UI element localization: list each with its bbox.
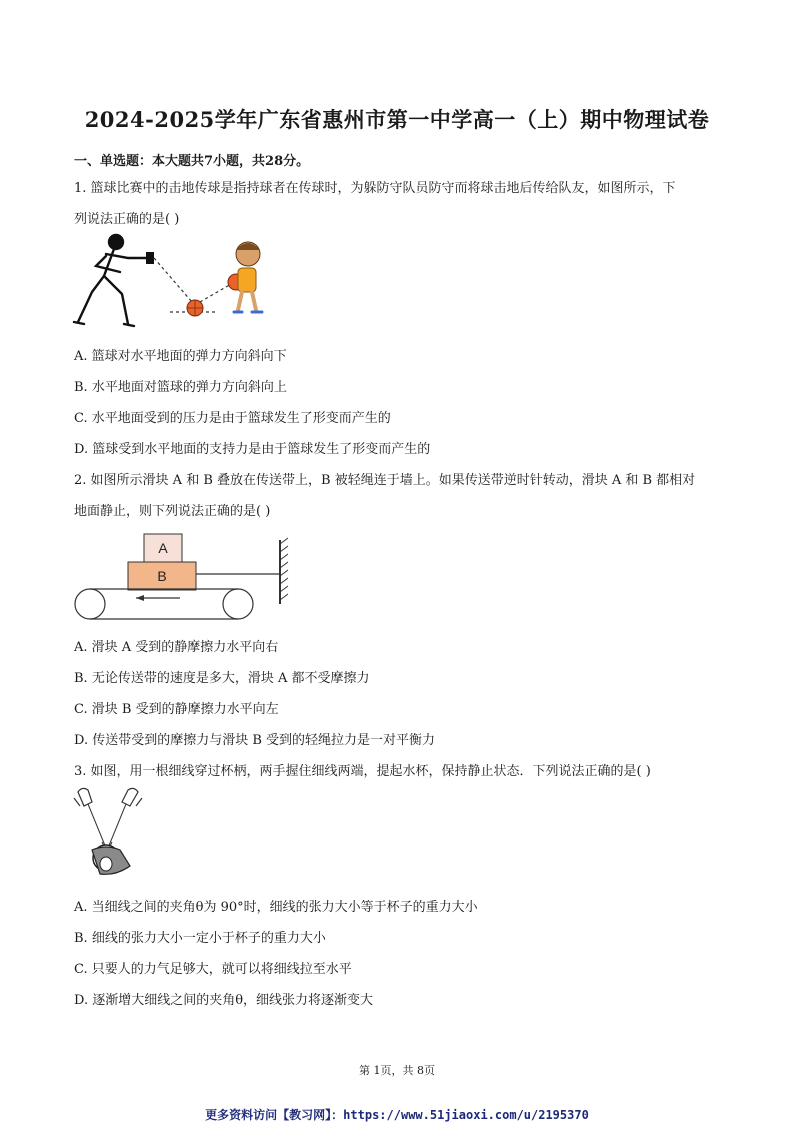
q3-option-d: D. 逐渐增大细线之间的夹角θ，细线张力将逐渐变大 xyxy=(74,993,374,1008)
pass-trajectory xyxy=(154,258,238,302)
wall-hatching xyxy=(280,538,288,600)
q2-option-b: B. 无论传送带的速度是多大，滑块 A 都不受摩擦力 xyxy=(74,671,370,686)
resource-link[interactable]: 更多资料访问【教习网】：https://www.51jiaoxi.com/u/2195370 xyxy=(205,1108,589,1122)
q2-stem-line-1: 2. 如图所示滑块 A 和 B 叠放在传送带上，B 被轻绳连于墙上。如果传送带逆时针转动，滑块 A 和 B 都相对 xyxy=(74,473,696,488)
q2-conveyor-figure xyxy=(70,530,295,625)
q2-option-c: C. 滑块 B 受到的静摩擦力水平向左 xyxy=(74,702,279,717)
q3-cup-figure xyxy=(72,784,144,880)
thread-lines xyxy=(88,804,126,848)
q2-stem-line-2: 地面静止，则下列说法正确的是( ) xyxy=(74,504,271,519)
q1-option-c: C. 水平地面受到的压力是由于篮球发生了形变而产生的 xyxy=(74,411,391,426)
arrow-left-icon xyxy=(136,595,144,601)
right-roller xyxy=(223,589,253,619)
section-heading: 一、单选题：本大题共7小题，共28分。 xyxy=(74,154,310,169)
q2-option-a: A. 滑块 A 受到的静摩擦力水平向右 xyxy=(74,640,279,655)
q1-option-d: D. 篮球受到水平地面的支持力是由于篮球发生了形变而产生的 xyxy=(74,442,431,457)
q1-stem-line-2: 列说法正确的是( ) xyxy=(74,212,180,227)
block-b-label: B xyxy=(157,568,167,584)
q1-bounce-pass-figure xyxy=(70,232,270,336)
exam-title: 2024-2025学年广东省惠州市第一中学高一（上）期中物理试卷 xyxy=(84,107,710,132)
passer-hand xyxy=(146,252,154,264)
q3-stem-line-1: 3. 如图，用一根细线穿过杯柄，两手握住细线两端，提起水杯，保持静止状态．下列说法正确的是( ) xyxy=(74,764,651,779)
passer-figure xyxy=(74,235,148,326)
block-a-label: A xyxy=(158,540,168,556)
left-roller xyxy=(75,589,105,619)
q1-option-a: A. 篮球对水平地面的弹力方向斜向下 xyxy=(74,349,287,364)
q2-option-d: D. 传送带受到的摩擦力与滑块 B 受到的轻绳拉力是一对平衡力 xyxy=(74,733,436,748)
q1-option-b: B. 水平地面对篮球的弹力方向斜向上 xyxy=(74,380,287,395)
page-number: 第 1页，共 8页 xyxy=(359,1064,435,1077)
cup-opening xyxy=(100,857,112,871)
hands-icon xyxy=(74,788,142,806)
q3-option-c: C. 只要人的力气足够大，就可以将细线拉至水平 xyxy=(74,962,352,977)
q1-stem-line-1: 1. 篮球比赛中的击地传球是指持球者在传球时，为躲防守队员防守而将球击地后传给队友，如图所示，下 xyxy=(74,181,676,196)
receiver-figure xyxy=(228,242,262,312)
q3-option-a: A. 当细线之间的夹角θ为 90°时，细线的张力大小等于杯子的重力大小 xyxy=(74,900,478,915)
q3-option-b: B. 细线的张力大小一定小于杯子的重力大小 xyxy=(74,931,326,946)
